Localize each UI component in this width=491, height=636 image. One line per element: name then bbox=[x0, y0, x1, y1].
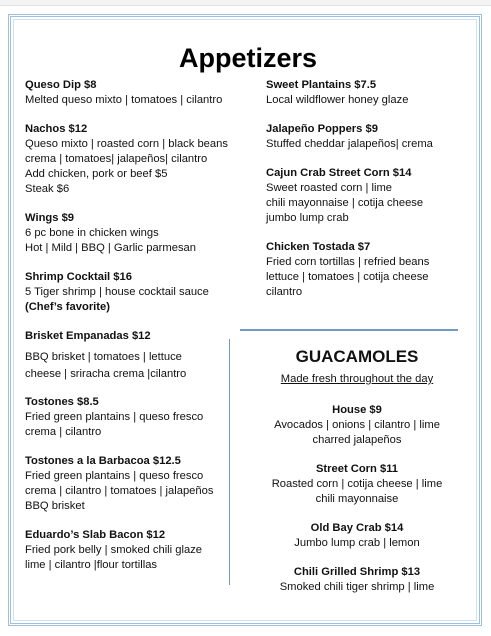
menu-item bbox=[241, 462, 473, 507]
menu-page bbox=[8, 14, 482, 626]
item-description: 5 Tiger shrimp | house cocktail sauce bbox=[25, 286, 209, 298]
menu-item bbox=[266, 166, 476, 226]
page-top-edge bbox=[0, 0, 491, 6]
menu-item bbox=[266, 78, 476, 108]
menu-item bbox=[25, 528, 245, 573]
menu-item bbox=[25, 454, 245, 514]
guacamoles-title: GUACAMOLES bbox=[295, 347, 419, 366]
item-name: Queso Dip $8 bbox=[25, 79, 97, 91]
item-description: Hot | Mild | BBQ | Garlic parmesan bbox=[25, 242, 196, 254]
item-description: jumbo lump crab bbox=[266, 212, 349, 224]
menu-item bbox=[25, 329, 245, 383]
item-name: Jalapeño Poppers $9 bbox=[266, 123, 378, 135]
item-description: Avocados | onions | cilantro | lime bbox=[274, 419, 440, 431]
item-description: Fried green plantains | queso fresco bbox=[25, 411, 204, 423]
item-description: cilantro bbox=[266, 286, 303, 298]
menu-item bbox=[241, 521, 473, 551]
item-description: BBQ brisket | tomatoes | lettuce bbox=[25, 351, 182, 363]
item-name: Sweet Plantains $7.5 bbox=[266, 79, 377, 91]
item-name: House $9 bbox=[332, 404, 382, 416]
page-title: Appetizers bbox=[178, 43, 318, 73]
menu-item bbox=[241, 565, 473, 595]
item-name: Cajun Crab Street Corn $14 bbox=[266, 167, 412, 179]
item-description: Fried corn tortillas | refried beans bbox=[266, 256, 430, 268]
item-name: Street Corn $11 bbox=[315, 463, 399, 475]
menu-item bbox=[25, 122, 245, 197]
item-description: lettuce | tomatoes | cotija cheese bbox=[266, 271, 429, 283]
right-column bbox=[266, 78, 476, 314]
section-divider-vertical bbox=[229, 339, 230, 585]
item-name: Old Bay Crab $14 bbox=[310, 522, 404, 534]
item-description: Local wildflower honey glaze bbox=[266, 94, 409, 106]
item-description: 6 pc bone in chicken wings bbox=[25, 227, 159, 239]
item-description: Smoked chili tiger shrimp | lime bbox=[279, 581, 435, 593]
guacamoles-section bbox=[241, 346, 473, 609]
menu-item bbox=[25, 395, 245, 440]
item-description: Jumbo lump crab | lemon bbox=[294, 537, 420, 549]
menu-item bbox=[266, 240, 476, 300]
item-name: Tostones a la Barbacoa $12.5 bbox=[25, 455, 181, 467]
menu-item bbox=[25, 211, 245, 256]
item-description: Steak $6 bbox=[25, 183, 70, 195]
item-name: Chili Grilled Shrimp $13 bbox=[293, 566, 421, 578]
item-name: Tostones $8.5 bbox=[25, 396, 99, 408]
item-description: chili mayonnaise | cotija cheese bbox=[266, 197, 424, 209]
item-name: Wings $9 bbox=[25, 212, 75, 224]
guacamoles-subtitle: Made fresh throughout the day bbox=[280, 373, 434, 385]
menu-item bbox=[266, 122, 476, 152]
item-description: crema | cilantro | tomatoes | jalapeños bbox=[25, 485, 214, 497]
item-note: (Chef’s favorite) bbox=[25, 301, 110, 313]
left-column bbox=[25, 78, 245, 587]
item-description: chili mayonnaise bbox=[315, 493, 399, 505]
item-name: Chicken Tostada $7 bbox=[266, 241, 371, 253]
item-name: Eduardo’s Slab Bacon $12 bbox=[25, 529, 166, 541]
menu-item bbox=[25, 78, 245, 108]
item-description: Add chicken, pork or beef $5 bbox=[25, 168, 168, 180]
item-name: Brisket Empanadas $12 bbox=[25, 330, 151, 342]
item-description: crema | tomatoes| jalapeños| cilantro bbox=[25, 153, 208, 165]
item-description: Fried pork belly | smoked chili glaze bbox=[25, 544, 203, 556]
item-description: Melted queso mixto | tomatoes | cilantro bbox=[25, 94, 223, 106]
item-description: charred jalapeños bbox=[312, 434, 402, 446]
menu-item bbox=[241, 403, 473, 448]
item-description: lime | cilantro |flour tortillas bbox=[25, 559, 158, 571]
item-description: Stuffed cheddar jalapeños| crema bbox=[266, 138, 433, 150]
item-description: Queso mixto | roasted corn | black beans bbox=[25, 138, 228, 150]
section-divider-horizontal bbox=[240, 329, 458, 331]
item-description: Sweet roasted corn | lime bbox=[266, 182, 393, 194]
item-description: Fried green plantains | queso fresco bbox=[25, 470, 204, 482]
menu-item bbox=[25, 270, 245, 315]
item-description: crema | cilantro bbox=[25, 426, 102, 438]
item-name: Shrimp Cocktail $16 bbox=[25, 271, 132, 283]
item-description: BBQ brisket bbox=[25, 500, 85, 512]
item-description: Roasted corn | cotija cheese | lime bbox=[271, 478, 443, 490]
item-description: cheese | sriracha crema |cilantro bbox=[25, 368, 187, 380]
item-name: Nachos $12 bbox=[25, 123, 88, 135]
